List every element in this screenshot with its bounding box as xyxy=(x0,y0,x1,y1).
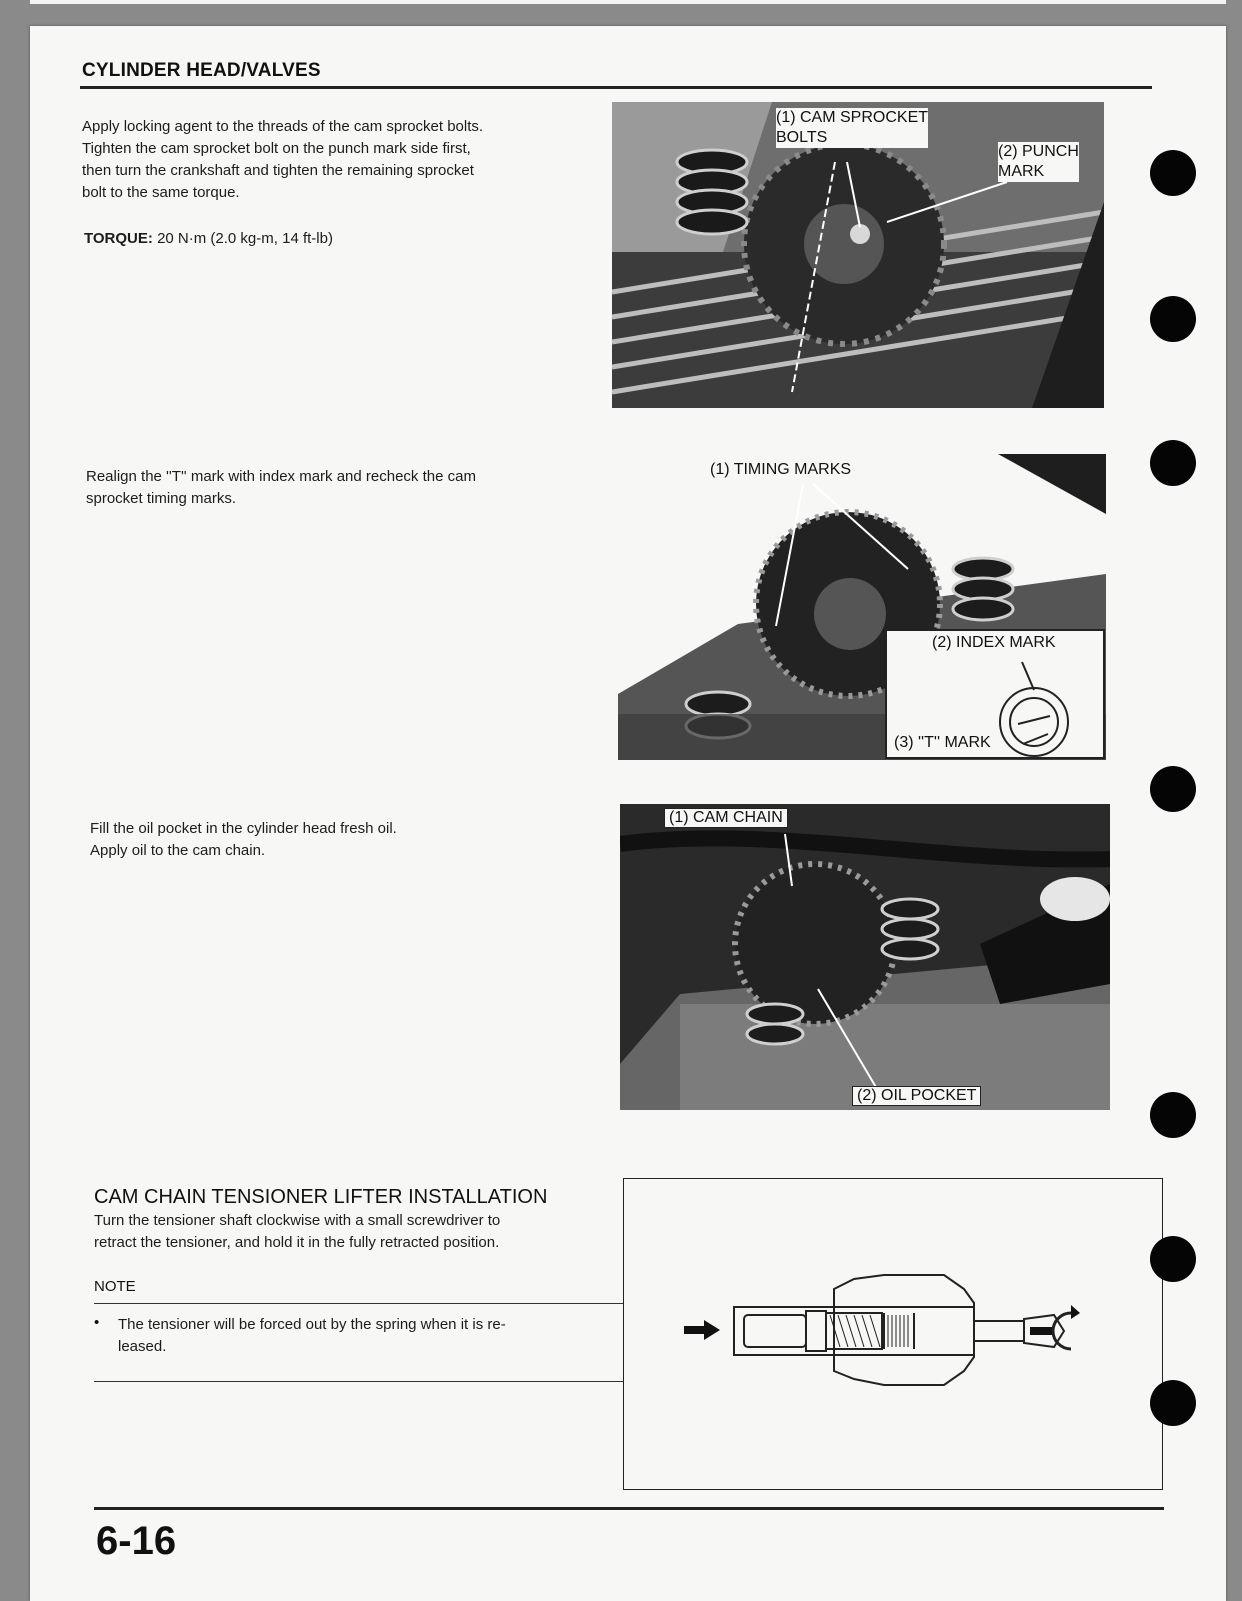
step1-instruction: Apply locking agent to the threads of the cam sprocket bolts. Tighten the cam sprocket bolt on the punch mark side first, then turn the crankshaft and tighten the remaining sprocket bolt to the same torque. xyxy=(82,118,484,201)
timing-marks-photo xyxy=(618,454,1106,760)
note-divider xyxy=(94,1303,642,1304)
binder-hole xyxy=(1150,150,1196,196)
callout-punch-mark: (2) PUNCH MARK xyxy=(998,143,1079,180)
torque-label: TORQUE: xyxy=(84,230,153,247)
callout-cam-sprocket-bolts: (1) CAM SPROCKET BOLTS xyxy=(776,109,929,146)
note-divider xyxy=(94,1381,642,1382)
tensioner-lifter-diagram xyxy=(624,1179,1162,1489)
callout-cam-chain: (1) CAM CHAIN xyxy=(664,808,788,828)
binder-hole xyxy=(1150,1380,1196,1426)
binder-hole xyxy=(1150,766,1196,812)
tensioner-diagram-frame xyxy=(623,1178,1163,1490)
tensioner-section-title: CAM CHAIN TENSIONER LIFTER INSTALLATION xyxy=(94,1186,548,1208)
page-number: 6-16 xyxy=(96,1519,177,1563)
binder-hole xyxy=(1150,440,1196,486)
callout-oil-pocket: (2) OIL POCKET xyxy=(852,1086,981,1106)
page-title: CYLINDER HEAD/VALVES xyxy=(82,60,321,81)
step3-instruction: Fill the oil pocket in the cylinder head fresh oil. Apply oil to the cam chain. xyxy=(90,820,397,859)
step2-instruction: Realign the ''T'' mark with index mark and recheck the cam sprocket timing marks. xyxy=(86,468,476,507)
torque-value: 20 N·m (2.0 kg-m, 14 ft-lb) xyxy=(157,230,333,247)
previous-page-edge xyxy=(30,0,1226,4)
tensioner-instruction: Turn the tensioner shaft clockwise with a small screwdriver to retract the tensioner, and hold it in the fully retracted position. xyxy=(94,1212,501,1251)
callout-timing-marks: (1) TIMING MARKS xyxy=(710,461,852,478)
header-rule xyxy=(80,86,1152,89)
note-label: NOTE xyxy=(94,1278,136,1295)
note-bullet: • xyxy=(94,1314,100,1331)
note-text: The tensioner will be forced out by the spring when it is re- leased. xyxy=(118,1316,506,1355)
cam-chain-oil-pocket-photo xyxy=(620,804,1110,1110)
binder-hole xyxy=(1150,1236,1196,1282)
callout-index-mark: (2) INDEX MARK xyxy=(932,634,1056,651)
footer-rule xyxy=(94,1507,1164,1510)
binder-hole xyxy=(1150,296,1196,342)
callout-t-mark: (3) ''T'' MARK xyxy=(894,734,991,751)
binder-hole xyxy=(1150,1092,1196,1138)
manual-page xyxy=(30,26,1226,1601)
torque-spec xyxy=(84,230,333,247)
